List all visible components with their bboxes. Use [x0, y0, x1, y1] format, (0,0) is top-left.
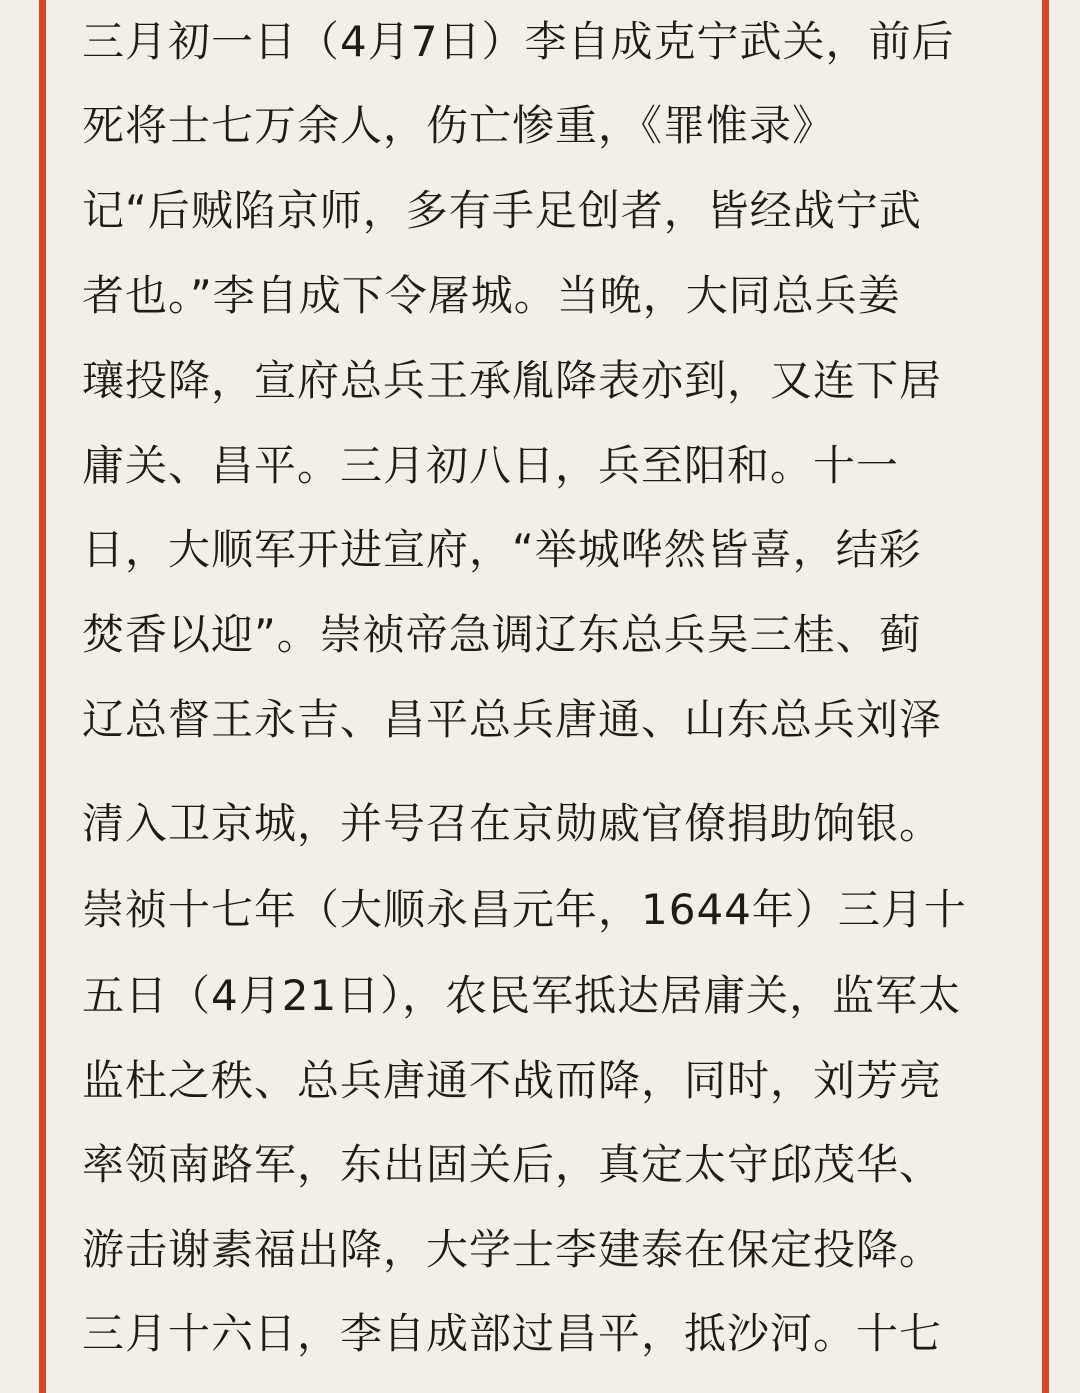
text-line: 监杜之秩、总兵唐通不战而降，同时，刘芳亮 — [82, 1056, 943, 1105]
text-line: 焚香以迎”。崇祯帝急调辽东总兵吴三桂、蓟 — [82, 610, 922, 659]
right-border-line — [1042, 0, 1049, 1393]
text-line: 游击谢素福出降，大学士李建泰在保定投降。 — [82, 1225, 943, 1274]
text-line: 者也。”李自成下令屠城。当晚，大同总兵姜 — [82, 271, 901, 320]
text-line: 记“后贼陷京师，多有手足创者，皆经战宁武 — [82, 186, 922, 235]
text-line: 率领南路军，东出固关后，真定太守邱茂华、 — [82, 1140, 943, 1189]
text-line: 崇祯十七年（大顺永昌元年，1644年）三月十 — [82, 885, 967, 934]
text-line: 三月初一日（4月7日）李自成克宁武关，前后 — [82, 17, 955, 66]
text-line: 清入卫京城，并号召在京勋戚官僚捐助饷银。 — [82, 799, 943, 848]
left-border-line — [39, 0, 46, 1393]
text-line: 庸关、昌平。三月初八日，兵至阳和。十一 — [82, 441, 900, 490]
text-line: 死将士七万余人，伤亡惨重，《罪惟录》 — [82, 101, 836, 150]
text-line: 五日（4月21日），农民军抵达居庸关，监军太 — [82, 971, 962, 1020]
text-line: 日，大顺军开进宣府，“举城哗然皆喜，结彩 — [82, 525, 922, 574]
text-line: 瓖投降，宣府总兵王承胤降表亦到，又连下居 — [82, 356, 943, 405]
text-line: 三月十六日，李自成部过昌平，抵沙河。十七 — [82, 1309, 943, 1358]
text-line: 辽总督王永吉、昌平总兵唐通、山东总兵刘泽 — [82, 695, 943, 744]
